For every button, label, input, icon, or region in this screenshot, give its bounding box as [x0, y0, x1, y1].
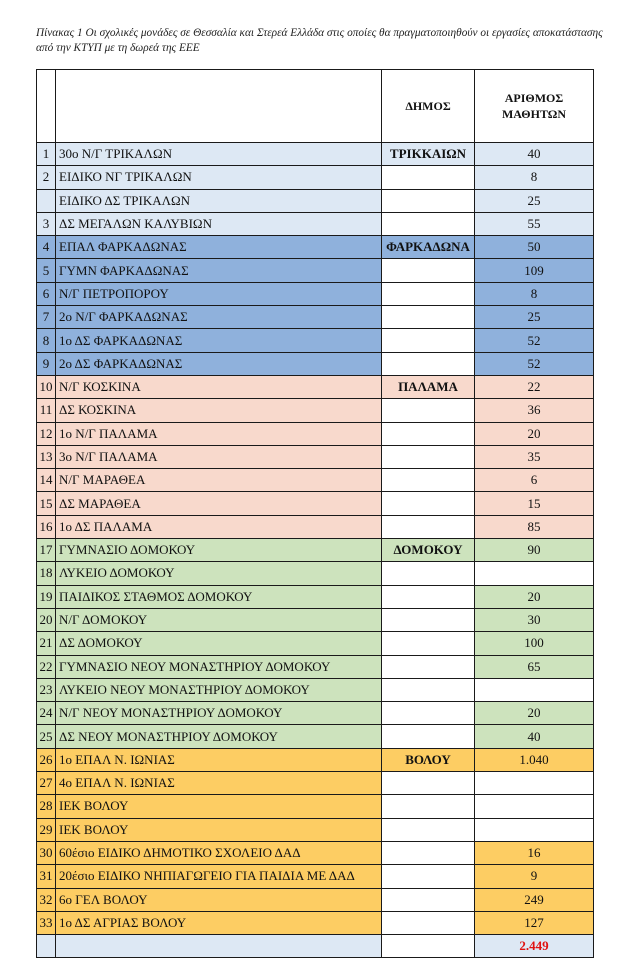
municipality-cell	[382, 306, 475, 329]
students-cell: 55	[475, 212, 594, 235]
students-cell: 8	[475, 282, 594, 305]
students-cell: 25	[475, 189, 594, 212]
row-number: 19	[37, 585, 56, 608]
students-cell: 6	[475, 469, 594, 492]
table-row	[37, 259, 594, 282]
municipality-cell	[382, 608, 475, 631]
row-number: 22	[37, 655, 56, 678]
municipality-cell: ΒΟΛΟΥ	[382, 748, 475, 771]
students-cell: 249	[475, 888, 594, 911]
municipality-cell	[382, 888, 475, 911]
table-row	[37, 352, 594, 375]
row-number: 29	[37, 818, 56, 841]
row-number: 11	[37, 399, 56, 422]
students-cell: 109	[475, 259, 594, 282]
row-number: 12	[37, 422, 56, 445]
table-row	[37, 306, 594, 329]
table-row	[37, 399, 594, 422]
students-cell: 52	[475, 329, 594, 352]
municipality-cell	[382, 492, 475, 515]
municipality-cell	[382, 422, 475, 445]
students-cell: 16	[475, 841, 594, 864]
municipality-cell	[382, 445, 475, 468]
table-row	[37, 702, 594, 725]
row-number: 21	[37, 632, 56, 655]
row-number: 8	[37, 329, 56, 352]
students-cell: 30	[475, 608, 594, 631]
school-name: 3ο Ν/Γ ΠΑΛΑΜΑ	[56, 445, 382, 468]
school-name: ΙΕΚ ΒΟΛΟΥ	[56, 818, 382, 841]
table-row	[37, 143, 594, 166]
students-cell: 8	[475, 166, 594, 189]
table-row	[37, 469, 594, 492]
school-name: ΛΥΚΕΙΟ ΔΟΜΟΚΟΥ	[56, 562, 382, 585]
municipality-cell	[382, 795, 475, 818]
table-caption: Πίνακας 1 Οι σχολικές μονάδες σε Θεσσαλία και Στερεά Ελλάδα στις οποίες θα πραγματοποιηθούν οι εργασίες αποκατάστασης από την ΚΤΥΠ με τη δωρεά της ΕΕΕ	[36, 27, 603, 54]
table-row	[37, 562, 594, 585]
school-name: ΓΥΜΝ ΦΑΡΚΑΔΩΝΑΣ	[56, 259, 382, 282]
row-number: 24	[37, 702, 56, 725]
table-row	[37, 236, 594, 259]
school-name: Ν/Γ ΚΟΣΚΙΝΑ	[56, 375, 382, 398]
school-name: ΕΙΔΙΚΟ ΝΓ ΤΡΙΚΑΛΩΝ	[56, 166, 382, 189]
municipality-cell	[382, 632, 475, 655]
students-cell: 52	[475, 352, 594, 375]
municipality-cell	[382, 329, 475, 352]
municipality-cell	[382, 259, 475, 282]
students-cell: 1.040	[475, 748, 594, 771]
row-number: 4	[37, 236, 56, 259]
municipality-cell	[382, 189, 475, 212]
table-row	[37, 375, 594, 398]
table-row	[37, 539, 594, 562]
school-name: ΔΣ ΝΕΟΥ ΜΟΝΑΣΤΗΡΙΟΥ ΔΟΜΟΚΟΥ	[56, 725, 382, 748]
table-row	[37, 772, 594, 795]
table-row	[37, 795, 594, 818]
students-cell	[475, 678, 594, 701]
table-row	[37, 818, 594, 841]
table-row	[37, 841, 594, 864]
row-number: 7	[37, 306, 56, 329]
students-cell: 90	[475, 539, 594, 562]
students-cell	[475, 562, 594, 585]
students-cell: 36	[475, 399, 594, 422]
row-number: 27	[37, 772, 56, 795]
table-row	[37, 888, 594, 911]
school-name: 1ο Ν/Γ ΠΑΛΑΜΑ	[56, 422, 382, 445]
municipality-cell	[382, 725, 475, 748]
table-row	[37, 445, 594, 468]
table-row	[37, 189, 594, 212]
row-number: 13	[37, 445, 56, 468]
row-number: 17	[37, 539, 56, 562]
school-name: 2ο ΔΣ ΦΑΡΚΑΔΩΝΑΣ	[56, 352, 382, 375]
school-name: ΔΣ ΜΕΓΑΛΩΝ ΚΑΛΥΒΙΩΝ	[56, 212, 382, 235]
school-name: Ν/Γ ΜΑΡΑΘΕΑ	[56, 469, 382, 492]
students-cell: 100	[475, 632, 594, 655]
row-number: 16	[37, 515, 56, 538]
students-cell: 35	[475, 445, 594, 468]
table-row	[37, 515, 594, 538]
municipality-cell: ΠΑΛΑΜΑ	[382, 375, 475, 398]
students-cell: 25	[475, 306, 594, 329]
table-row	[37, 492, 594, 515]
municipality-cell	[382, 166, 475, 189]
row-number: 5	[37, 259, 56, 282]
row-number: 10	[37, 375, 56, 398]
school-name: 2ο Ν/Γ ΦΑΡΚΑΔΩΝΑΣ	[56, 306, 382, 329]
row-number: 28	[37, 795, 56, 818]
table-row	[37, 725, 594, 748]
row-number: 18	[37, 562, 56, 585]
school-name: ΙΕΚ ΒΟΛΟΥ	[56, 795, 382, 818]
total-students: 2.449	[475, 935, 594, 958]
table-row	[37, 329, 594, 352]
row-number: 32	[37, 888, 56, 911]
table-row	[37, 678, 594, 701]
header-students-line1: ΑΡΙΘΜΟΣ	[504, 91, 564, 105]
table-row	[37, 748, 594, 771]
table-row	[37, 212, 594, 235]
students-cell: 40	[475, 143, 594, 166]
school-name: Ν/Γ ΔΟΜΟΚΟΥ	[56, 608, 382, 631]
municipality-cell: ΔΟΜΟΚΟΥ	[382, 539, 475, 562]
school-name: Ν/Γ ΠΕΤΡΟΠΟΡΟΥ	[56, 282, 382, 305]
students-cell: 40	[475, 725, 594, 748]
municipality-cell	[382, 469, 475, 492]
students-cell: 15	[475, 492, 594, 515]
school-name: 1ο ΕΠΑΛ Ν. ΙΩΝΙΑΣ	[56, 748, 382, 771]
table-header-row	[37, 70, 594, 143]
row-number: 14	[37, 469, 56, 492]
table-row	[37, 585, 594, 608]
row-number	[37, 189, 56, 212]
municipality-cell	[382, 352, 475, 375]
school-name: ΕΙΔΙΚΟ ΔΣ ΤΡΙΚΑΛΩΝ	[56, 189, 382, 212]
school-name: 60έσιο ΕΙΔΙΚΟ ΔΗΜΟΤΙΚΟ ΣΧΟΛΕΙΟ ΔΑΔ	[56, 841, 382, 864]
row-number: 26	[37, 748, 56, 771]
row-number: 31	[37, 865, 56, 888]
school-name: ΔΣ ΜΑΡΑΘΕΑ	[56, 492, 382, 515]
students-cell: 85	[475, 515, 594, 538]
municipality-cell	[382, 772, 475, 795]
table-row	[37, 865, 594, 888]
municipality-cell	[382, 865, 475, 888]
school-name: 1ο ΔΣ ΑΓΡΙΑΣ ΒΟΛΟΥ	[56, 911, 382, 934]
municipality-cell	[382, 911, 475, 934]
table-row	[37, 608, 594, 631]
municipality-cell	[382, 655, 475, 678]
students-cell: 65	[475, 655, 594, 678]
row-number: 20	[37, 608, 56, 631]
row-number: 33	[37, 911, 56, 934]
students-cell: 50	[475, 236, 594, 259]
municipality-cell	[382, 282, 475, 305]
students-cell: 20	[475, 422, 594, 445]
school-name: ΔΣ ΚΟΣΚΙΝΑ	[56, 399, 382, 422]
table-row	[37, 282, 594, 305]
students-cell	[475, 772, 594, 795]
students-cell: 20	[475, 702, 594, 725]
row-number: 9	[37, 352, 56, 375]
municipality-cell	[382, 399, 475, 422]
school-name: ΓΥΜΝΑΣΙΟ ΔΟΜΟΚΟΥ	[56, 539, 382, 562]
row-number: 2	[37, 166, 56, 189]
total-name-cell	[56, 935, 382, 958]
row-number: 23	[37, 678, 56, 701]
municipality-cell	[382, 678, 475, 701]
students-cell	[475, 795, 594, 818]
school-name: 1ο ΔΣ ΠΑΛΑΜΑ	[56, 515, 382, 538]
table-row	[37, 655, 594, 678]
row-number: 3	[37, 212, 56, 235]
schools-table	[36, 69, 594, 958]
table-row	[37, 632, 594, 655]
row-number: 6	[37, 282, 56, 305]
school-name: 4ο ΕΠΑΛ Ν. ΙΩΝΙΑΣ	[56, 772, 382, 795]
school-name: 6ο ΓΕΛ ΒΟΛΟΥ	[56, 888, 382, 911]
municipality-cell	[382, 212, 475, 235]
municipality-cell	[382, 702, 475, 725]
header-municipality: ΔΗΜΟΣ	[382, 70, 475, 143]
school-name: ΠΑΙΔΙΚΟΣ ΣΤΑΘΜΟΣ ΔΟΜΟΚΟΥ	[56, 585, 382, 608]
row-number: 15	[37, 492, 56, 515]
school-name: Ν/Γ ΝΕΟΥ ΜΟΝΑΣΤΗΡΙΟΥ ΔΟΜΟΚΟΥ	[56, 702, 382, 725]
header-students	[475, 70, 594, 143]
students-cell: 20	[475, 585, 594, 608]
table-row	[37, 422, 594, 445]
row-number: 25	[37, 725, 56, 748]
total-row	[37, 935, 594, 958]
municipality-cell: ΤΡΙΚΚΑΙΩΝ	[382, 143, 475, 166]
header-name-cell	[56, 70, 382, 143]
students-cell: 9	[475, 865, 594, 888]
header-students-line2: ΜΑΘΗΤΩΝ	[501, 107, 567, 121]
table-row	[37, 911, 594, 934]
students-cell: 22	[475, 375, 594, 398]
students-cell	[475, 818, 594, 841]
row-number: 30	[37, 841, 56, 864]
school-name: ΔΣ ΔΟΜΟΚΟΥ	[56, 632, 382, 655]
row-number: 1	[37, 143, 56, 166]
municipality-cell	[382, 818, 475, 841]
total-municipality-cell	[382, 935, 475, 958]
school-name: 1ο ΔΣ ΦΑΡΚΑΔΩΝΑΣ	[56, 329, 382, 352]
table-row	[37, 166, 594, 189]
school-name: ΕΠΑΛ ΦΑΡΚΑΔΩΝΑΣ	[56, 236, 382, 259]
municipality-cell	[382, 841, 475, 864]
total-num-cell	[37, 935, 56, 958]
students-cell: 127	[475, 911, 594, 934]
municipality-cell	[382, 515, 475, 538]
school-name: ΓΥΜΝΑΣΙΟ ΝΕΟΥ ΜΟΝΑΣΤΗΡΙΟΥ ΔΟΜΟΚΟΥ	[56, 655, 382, 678]
municipality-cell	[382, 585, 475, 608]
school-name: 20έσιο ΕΙΔΙΚΟ ΝΗΠΙΑΓΩΓΕΙΟ ΓΙΑ ΠΑΙΔΙΑ ΜΕ ΔΑΔ	[56, 865, 382, 888]
school-name: 30ο Ν/Γ ΤΡΙΚΑΛΩΝ	[56, 143, 382, 166]
municipality-cell	[382, 562, 475, 585]
school-name: ΛΥΚΕΙΟ ΝΕΟΥ ΜΟΝΑΣΤΗΡΙΟΥ ΔΟΜΟΚΟΥ	[56, 678, 382, 701]
municipality-cell: ΦΑΡΚΑΔΩΝΑ	[382, 236, 475, 259]
header-num-cell	[37, 70, 56, 143]
